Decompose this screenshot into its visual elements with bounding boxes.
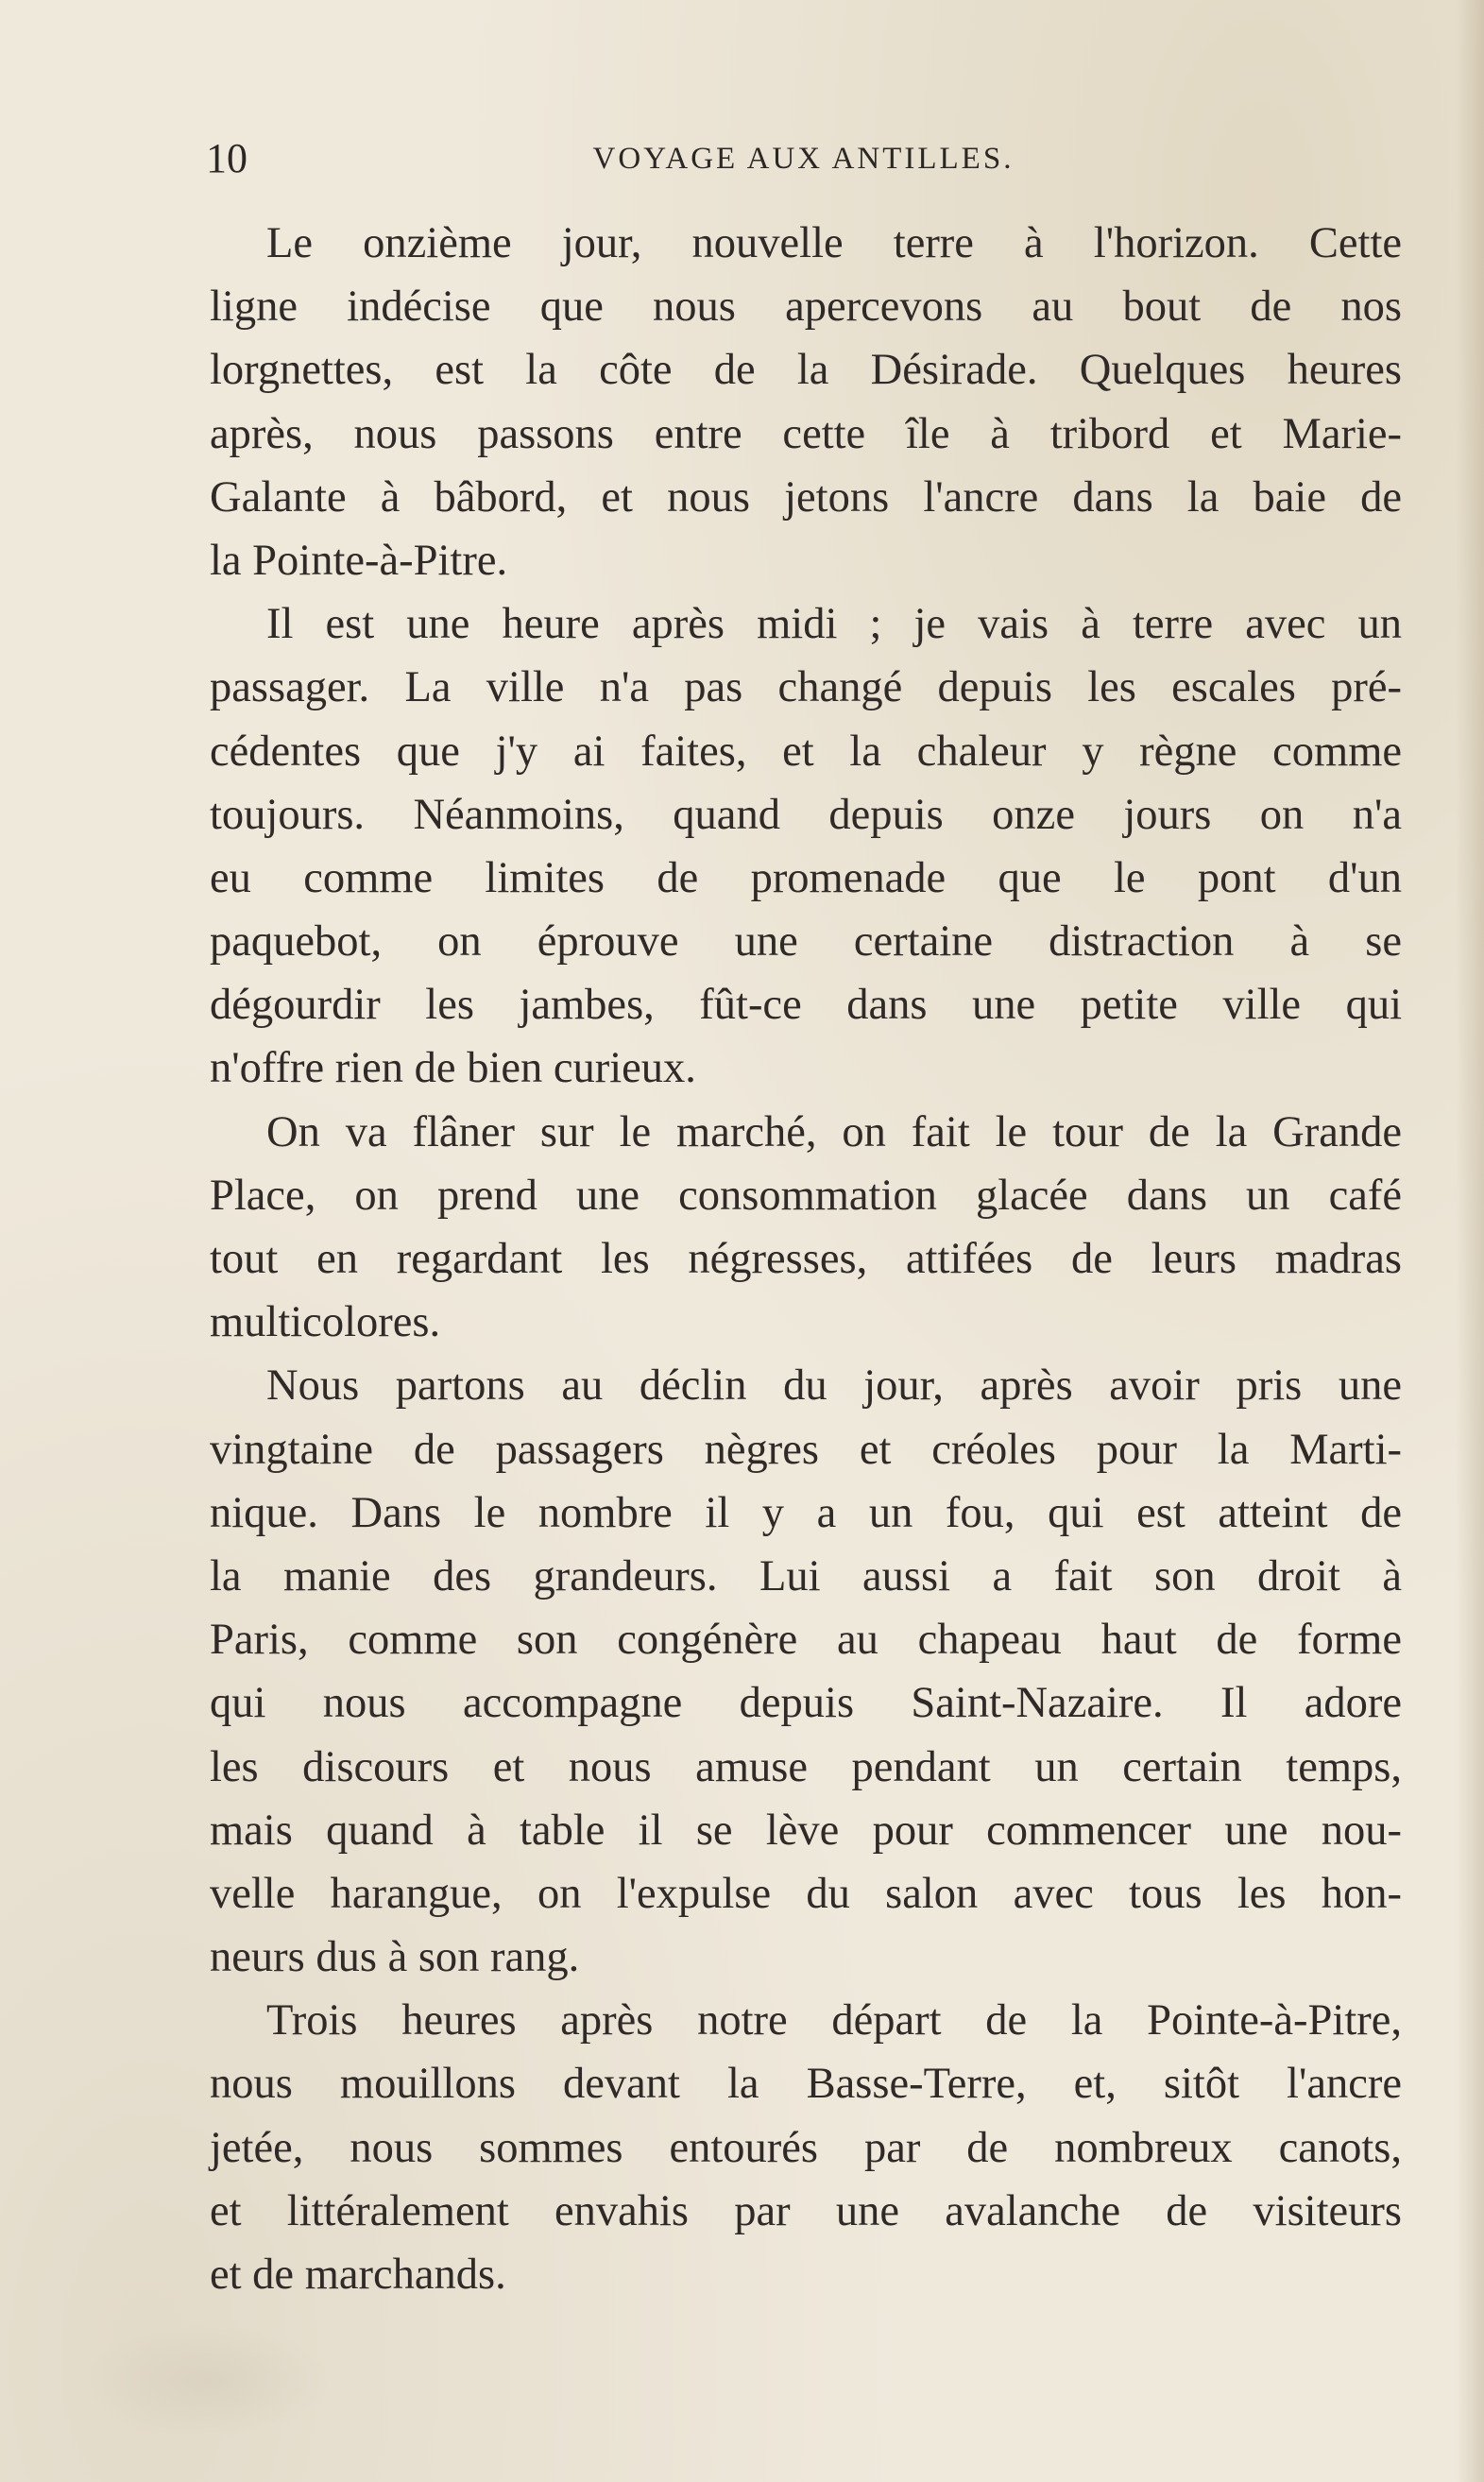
text-line: nique. Dans le nombre il y a un fou, qui est atteint de bbox=[210, 1488, 1402, 1537]
text-line: nous mouillons devant la Basse-Terre, et, sitôt l'ancre bbox=[210, 2060, 1402, 2109]
text-line: Le onzième jour, nouvelle terre à l'horizon. Cette bbox=[266, 219, 1402, 267]
text-line: la Pointe-à-Pitre. bbox=[210, 536, 508, 585]
text-line: n'offre rien de bien curieux. bbox=[210, 1044, 696, 1093]
text-line: tout en regardant les négresses, attifées de leurs madras bbox=[210, 1235, 1402, 1283]
text-line: passager. La ville n'a pas changé depuis les escales pré- bbox=[210, 663, 1402, 712]
text-line: la manie des grandeurs. Lui aussi a fait son droit à bbox=[210, 1551, 1402, 1600]
paper-stain bbox=[85, 2324, 331, 2438]
text-line: mais quand à table il se lève pour commencer une nou- bbox=[210, 1806, 1402, 1855]
text-line: jetée, nous sommes entourés par de nombreux canots, bbox=[210, 2123, 1402, 2172]
text-line: Trois heures après notre départ de la Pointe-à-Pitre, bbox=[266, 1996, 1402, 2046]
text-line: velle harangue, on l'expulse du salon avec tous les hon- bbox=[210, 1869, 1402, 1918]
paragraph bbox=[210, 1101, 1402, 1355]
text-line: Galante à bâbord, et nous jetons l'ancre dans la baie de bbox=[210, 472, 1402, 522]
text-line: Nous partons au déclin du jour, après avoir pris une bbox=[266, 1361, 1402, 1411]
page-number: 10 bbox=[206, 135, 247, 181]
page-edge-shadow bbox=[1456, 0, 1484, 2482]
text-line: ligne indécise que nous apercevons au bout de nos bbox=[210, 282, 1402, 332]
text-line: après, nous passons entre cette île à tribord et Marie- bbox=[210, 409, 1402, 458]
text-line: paquebot, on éprouve une certaine distraction à se bbox=[210, 917, 1402, 967]
text-line: dégourdir les jambes, fût-ce dans une petite ville qui bbox=[210, 981, 1402, 1030]
text-line: qui nous accompagne depuis Saint-Nazaire. Il adore bbox=[210, 1679, 1402, 1728]
body-text bbox=[210, 212, 1402, 2306]
text-line: cédentes que j'y ai faites, et la chaleur y règne comme bbox=[210, 727, 1402, 776]
running-head bbox=[206, 132, 1401, 185]
text-line: eu comme limites de promenade que le pont d'un bbox=[210, 853, 1402, 902]
text-line: lorgnettes, est la côte de la Désirade. Quelques heures bbox=[210, 346, 1402, 395]
text-line: multicolores. bbox=[210, 1298, 441, 1347]
paragraph bbox=[210, 212, 1402, 592]
text-line: neurs dus à son rang. bbox=[210, 1933, 580, 1982]
text-line: Place, on prend une consommation glacée dans un café bbox=[210, 1171, 1402, 1220]
text-line: vingtaine de passagers nègres et créoles pour la Marti- bbox=[210, 1425, 1402, 1474]
text-line: Paris, comme son congénère au chapeau haut de forme bbox=[210, 1616, 1402, 1665]
text-line: et littéralement envahis par une avalanche de visiteurs bbox=[210, 2186, 1402, 2235]
paragraph bbox=[210, 592, 1402, 1101]
paragraph bbox=[210, 1989, 1402, 2306]
text-line: et de marchands. bbox=[210, 2251, 506, 2299]
text-line: On va flâner sur le marché, on fait le tour de la Grande bbox=[266, 1107, 1402, 1156]
paragraph bbox=[210, 1354, 1402, 1989]
text-line: Il est une heure après midi ; je vais à terre avec un bbox=[266, 600, 1402, 649]
text-line: les discours et nous amuse pendant un certain temps, bbox=[210, 1742, 1402, 1791]
text-line: toujours. Néanmoins, quand depuis onze jours on n'a bbox=[210, 790, 1402, 839]
running-title: VOYAGE AUX ANTILLES. bbox=[592, 142, 1015, 176]
